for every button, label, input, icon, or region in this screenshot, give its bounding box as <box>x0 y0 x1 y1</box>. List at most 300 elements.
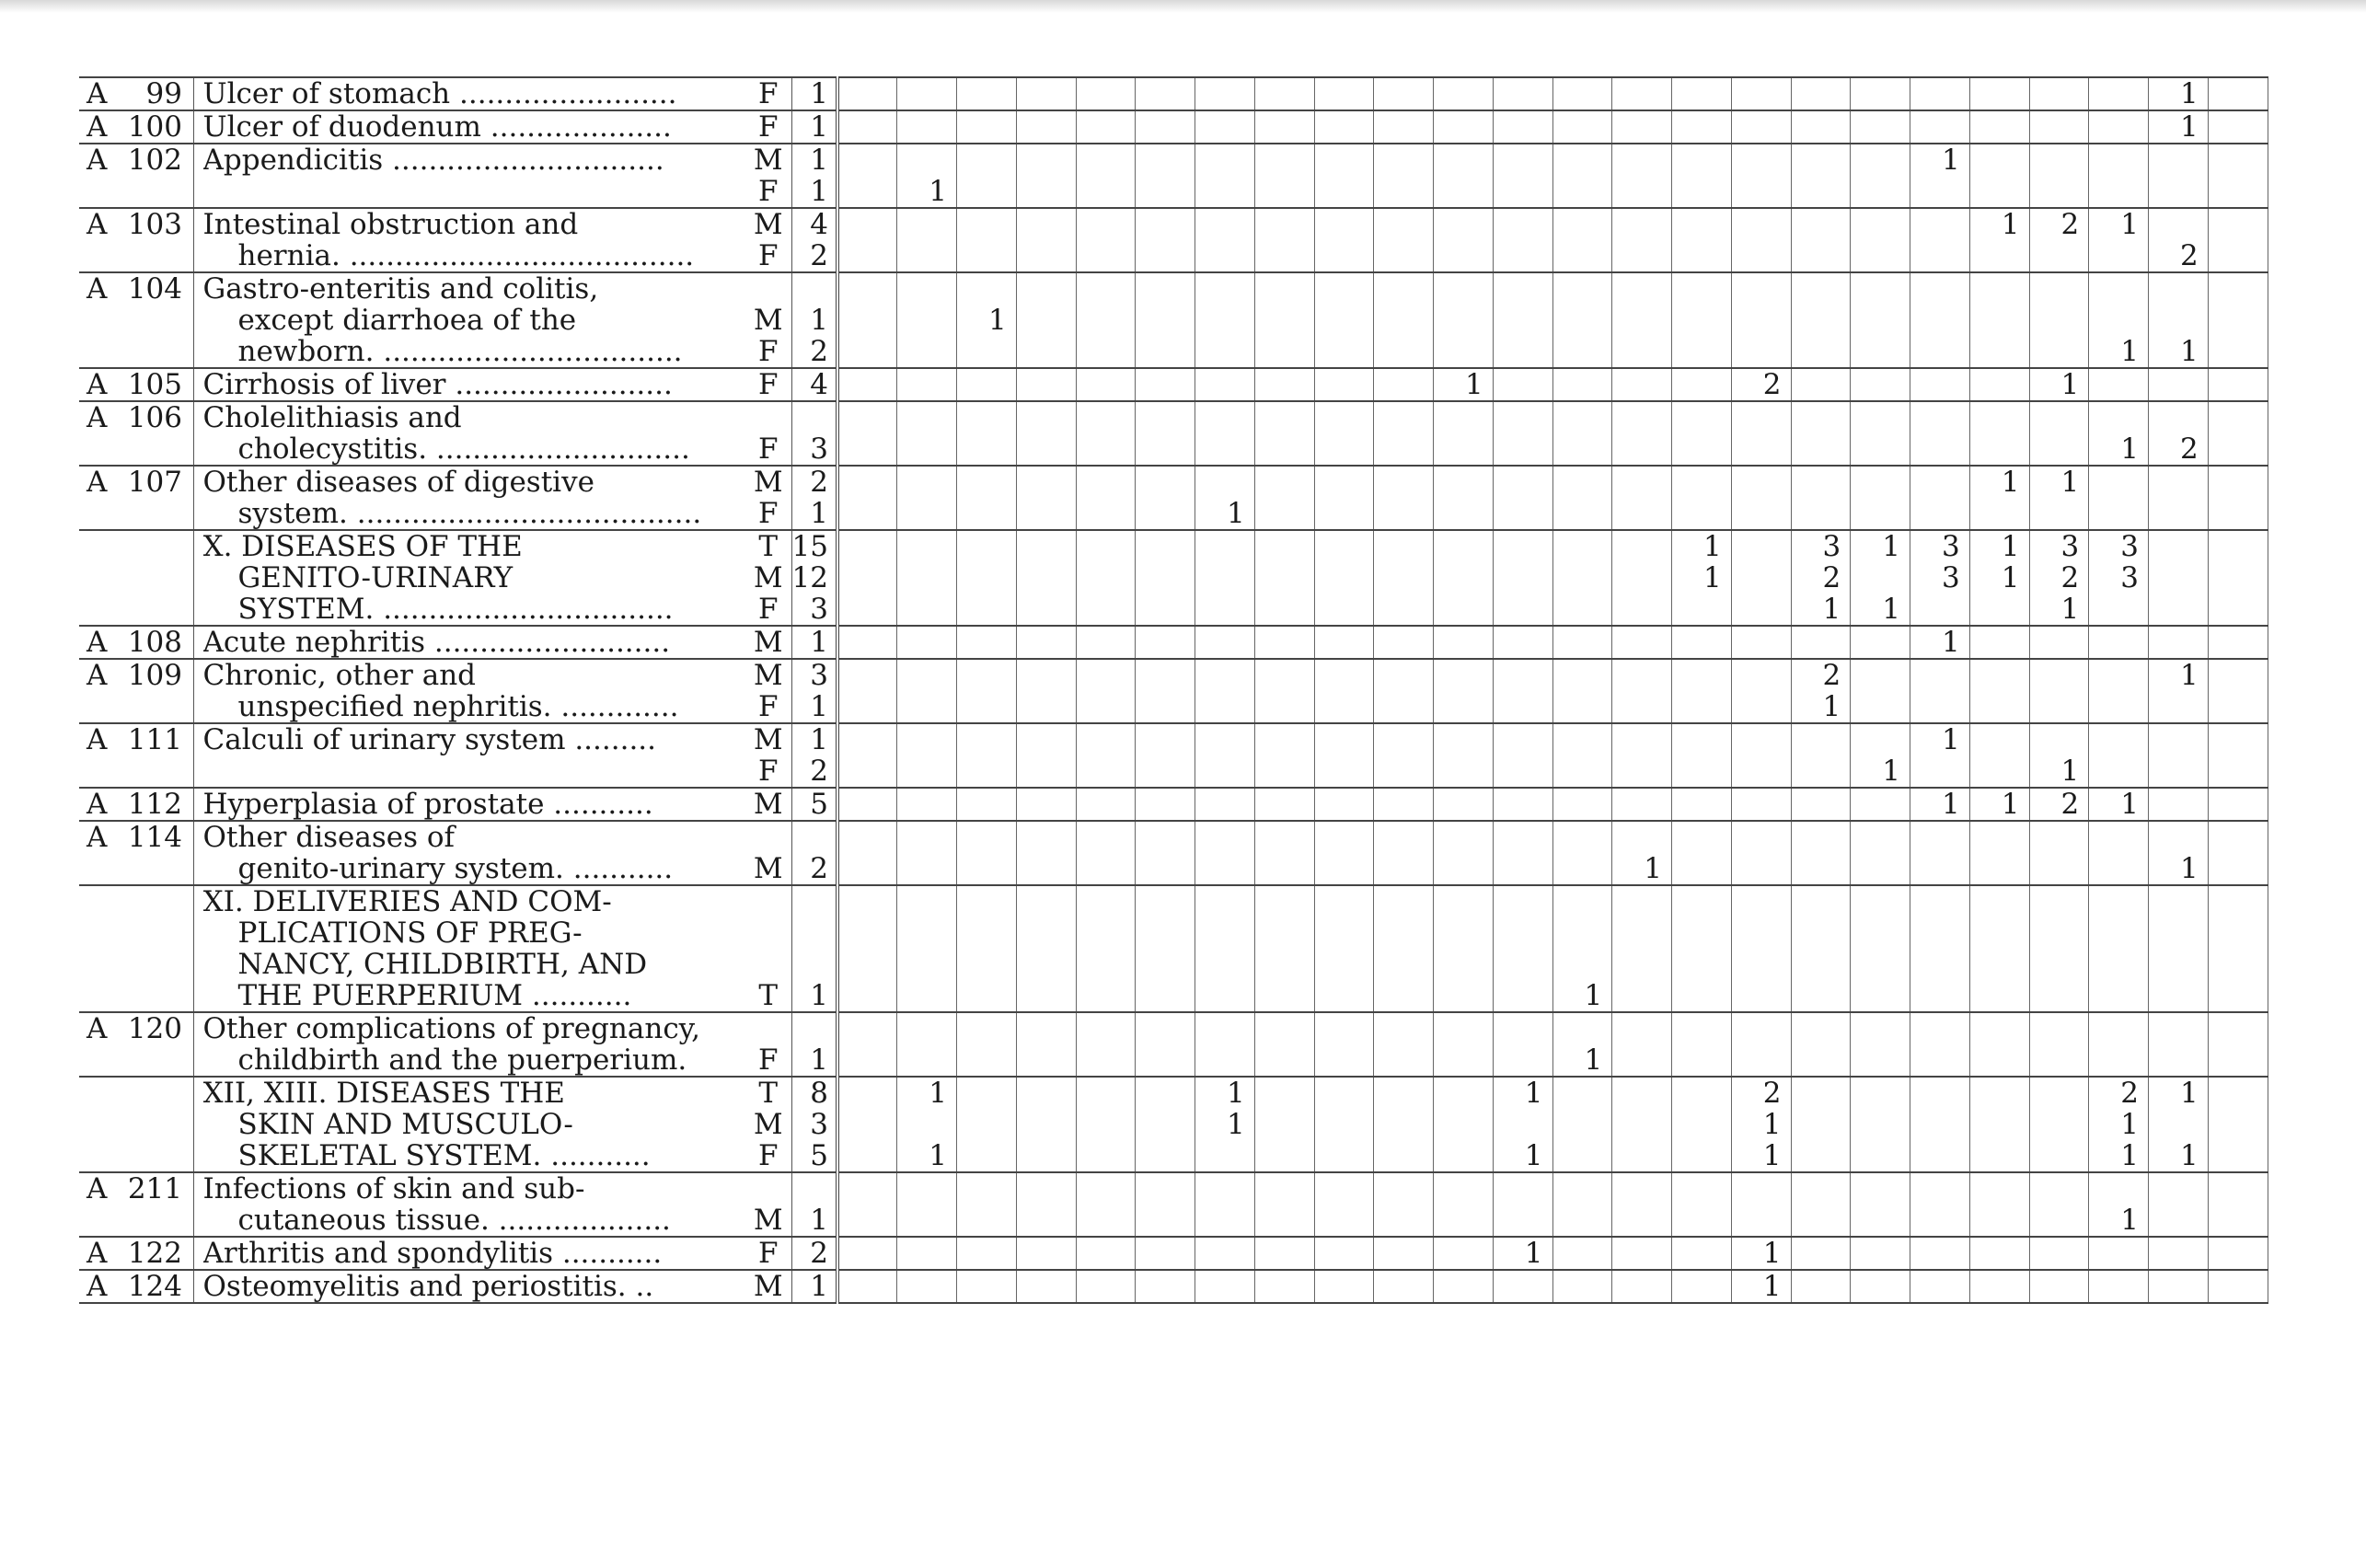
cell-value <box>1017 467 1067 498</box>
cell-value <box>1672 433 1722 465</box>
cell-value <box>1255 1173 1305 1205</box>
code-prefix: A <box>87 1012 108 1045</box>
age-group-cell <box>1136 1172 1195 1237</box>
cell-value <box>1732 402 1782 433</box>
cell-value <box>1077 369 1126 400</box>
cell-value <box>1077 336 1126 367</box>
age-group-cell <box>1672 659 1732 723</box>
cell-value <box>1672 627 1722 658</box>
cause-title-line: genito-urinary system. ........... <box>237 853 674 884</box>
cause-title-line: childbirth and the puerperium. <box>237 1044 687 1076</box>
cause-title-line: system. ...................................... <box>237 498 702 529</box>
code-prefix: A <box>87 723 108 756</box>
age-group-cell <box>1254 144 1314 208</box>
cell-value <box>2149 369 2199 400</box>
sex-value: M <box>753 1270 783 1303</box>
age-group-cell <box>2208 401 2268 466</box>
cell-value <box>897 498 947 529</box>
cell-value <box>1017 627 1067 658</box>
cell-value <box>1970 755 2020 787</box>
sex-value: M <box>753 466 783 499</box>
cell-value <box>1851 369 1900 400</box>
age-group-cell <box>1910 401 1970 466</box>
cell-value <box>1494 1013 1543 1044</box>
code-number: 106 <box>127 401 182 434</box>
cell-value <box>1494 724 1543 755</box>
age-group-cell <box>837 1172 897 1237</box>
age-group-cell <box>1076 626 1136 659</box>
age-group-cell <box>2089 208 2149 272</box>
cell-value <box>1315 949 1365 980</box>
age-group-cell <box>2208 368 2268 401</box>
cell-value: 1 <box>1703 561 1722 594</box>
age-group-cell <box>1731 272 1791 368</box>
code-prefix: A <box>87 659 108 692</box>
code-prefix: A <box>87 110 108 144</box>
cell-value <box>957 660 1007 691</box>
cell-value <box>1672 1205 1722 1236</box>
cause-title-line: Chronic, other and <box>202 660 477 691</box>
code-prefix: A <box>87 821 108 854</box>
age-group-cell <box>2029 466 2089 530</box>
cell-value <box>1792 789 1841 820</box>
cell-value: 1 <box>2180 335 2199 368</box>
cell-value <box>1195 209 1245 240</box>
age-group-cell <box>1434 1172 1494 1237</box>
cell-value <box>1553 789 1603 820</box>
cell-value <box>1851 1013 1900 1044</box>
cell-value <box>897 853 947 884</box>
cell-value <box>897 336 947 367</box>
cell-value <box>839 789 887 820</box>
cell-value <box>1374 1271 1424 1302</box>
cell-value <box>1017 691 1067 722</box>
age-group-cell <box>1612 368 1672 401</box>
age-group-cell <box>1969 530 2029 626</box>
cell-value <box>1672 336 1722 367</box>
cell-value <box>1136 949 1185 980</box>
cell-value <box>1255 755 1305 787</box>
age-group-cell <box>1493 885 1552 1012</box>
cell-value <box>839 822 887 853</box>
cell-value <box>1077 305 1126 336</box>
cell-value <box>2030 1140 2080 1171</box>
cell-value <box>2149 1109 2199 1140</box>
cell-value <box>1434 627 1483 658</box>
table-row <box>79 626 2268 659</box>
cell-value <box>957 1238 1007 1269</box>
age-group-cell <box>1672 1237 1732 1270</box>
cell-value <box>1910 305 1960 336</box>
cause-code <box>79 659 193 723</box>
age-group-cell <box>1254 659 1314 723</box>
cell-value <box>839 1238 887 1269</box>
sex-value <box>745 886 791 917</box>
cell-value <box>1017 917 1067 949</box>
cell-value <box>1434 789 1483 820</box>
age-group-cell <box>1076 208 1136 272</box>
cause-of-death <box>193 208 745 272</box>
cell-value <box>1672 1238 1722 1269</box>
age-group-cell <box>1910 208 1970 272</box>
age-group-cell <box>1254 821 1314 885</box>
total-value: 8 <box>810 1077 828 1110</box>
cell-value <box>1434 724 1483 755</box>
code-prefix: A <box>87 466 108 499</box>
table-row <box>79 659 2268 723</box>
cell-value <box>1970 1173 2020 1205</box>
cell-value: 1 <box>1227 1077 1245 1110</box>
cell-value <box>2089 1238 2139 1269</box>
cell-value <box>1195 78 1245 110</box>
cell-value <box>1494 594 1543 625</box>
cell-value <box>1494 467 1543 498</box>
age-group-cell <box>2089 144 2149 208</box>
cell-value <box>1970 305 2020 336</box>
age-group-cell <box>1016 110 1076 144</box>
age-group-cell <box>2149 466 2209 530</box>
age-group-cell <box>1731 788 1791 821</box>
age-group-cell <box>1969 77 2029 110</box>
cell-value <box>1315 789 1365 820</box>
code-prefix: A <box>87 401 108 434</box>
cell-value <box>1136 1140 1185 1171</box>
age-group-cell <box>1969 466 2029 530</box>
cell-value <box>1255 886 1305 917</box>
age-group-cell <box>2208 1077 2268 1172</box>
cell-value <box>1374 917 1424 949</box>
total-deaths <box>791 144 837 208</box>
age-group-cell <box>1612 208 1672 272</box>
age-group-cell <box>897 1270 957 1303</box>
cell-value <box>1494 562 1543 594</box>
cell-value <box>1434 336 1483 367</box>
cell-value <box>1553 562 1603 594</box>
age-group-cell <box>1672 1172 1732 1237</box>
age-group-cell <box>1314 1077 1374 1172</box>
age-group-cell <box>2029 659 2089 723</box>
age-group-cell <box>1434 723 1494 788</box>
cell-value <box>1910 1271 1960 1302</box>
cell-value <box>1553 531 1603 562</box>
cell-value <box>1672 402 1722 433</box>
code-prefix: A <box>87 1270 108 1303</box>
cell-value <box>1792 144 1841 176</box>
age-group-cell <box>957 821 1017 885</box>
age-group-cell <box>1910 1237 1970 1270</box>
age-group-cell <box>1136 1012 1195 1077</box>
age-group-cell <box>2029 1172 2089 1237</box>
scan-edge-shadow <box>0 0 2366 13</box>
cell-value <box>1851 1044 1900 1076</box>
cell-value <box>1017 1078 1067 1109</box>
age-group-cell <box>1851 110 1910 144</box>
cell-value <box>2030 433 2080 465</box>
cell-value <box>1553 402 1603 433</box>
cause-title-line: THE PUERPERIUM ........... <box>237 980 632 1011</box>
cell-value <box>1792 209 1841 240</box>
cell-value <box>1612 273 1662 305</box>
cause-code <box>79 144 193 208</box>
age-group-cell <box>2208 788 2268 821</box>
cell-value <box>2030 1205 2080 1236</box>
age-group-cell <box>2208 110 2268 144</box>
cell-value <box>1434 176 1483 207</box>
age-group-cell <box>1076 272 1136 368</box>
cell-value <box>1612 886 1662 917</box>
cell-value <box>1494 336 1543 367</box>
cell-value <box>1017 1140 1067 1171</box>
cell-value <box>1077 1173 1126 1205</box>
cell-value <box>1494 917 1543 949</box>
sex-column <box>745 885 791 1012</box>
cell-value <box>1851 240 1900 271</box>
cell-value <box>2209 531 2258 562</box>
age-group-cell <box>1314 626 1374 659</box>
cell-value <box>1732 433 1782 465</box>
cause-code <box>79 1237 193 1270</box>
age-group-cell <box>2089 466 2149 530</box>
cell-value <box>1077 1078 1126 1109</box>
sex-column <box>745 821 791 885</box>
age-group-cell <box>897 208 957 272</box>
age-group-cell <box>1076 1237 1136 1270</box>
cell-value <box>1434 1205 1483 1236</box>
cell-value <box>839 467 887 498</box>
total-value: 1 <box>810 979 828 1012</box>
age-group-cell <box>1612 466 1672 530</box>
cell-value <box>2209 305 2258 336</box>
age-group-cell <box>2089 401 2149 466</box>
cell-value <box>1553 176 1603 207</box>
cell-value <box>1494 980 1543 1011</box>
sex-column <box>745 530 791 626</box>
age-group-cell <box>1910 77 1970 110</box>
cell-value <box>1077 755 1126 787</box>
cause-title-line: except diarrhoea of the <box>237 305 577 336</box>
cell-value <box>1672 144 1722 176</box>
cell-value <box>1732 1173 1782 1205</box>
cell-value <box>1136 369 1185 400</box>
sex-value <box>745 917 791 949</box>
age-group-cell <box>897 659 957 723</box>
cell-value <box>1077 1013 1126 1044</box>
age-group-cell <box>2029 144 2089 208</box>
total-value: 2 <box>810 755 828 788</box>
cell-value <box>1970 949 2020 980</box>
age-group-cell <box>1136 788 1195 821</box>
sex-column <box>745 1270 791 1303</box>
sex-column <box>745 626 791 659</box>
cell-value <box>1255 273 1305 305</box>
cell-value <box>1077 111 1126 143</box>
cell-value <box>1195 660 1245 691</box>
cell-value <box>897 755 947 787</box>
age-group-cell <box>1791 368 1851 401</box>
age-group-cell <box>1612 659 1672 723</box>
cell-value: 1 <box>929 1077 947 1110</box>
cell-value <box>2149 176 2199 207</box>
cell-value <box>1077 853 1126 884</box>
cell-value <box>1672 369 1722 400</box>
cell-value <box>1374 176 1424 207</box>
table-row <box>79 885 2268 1012</box>
age-group-cell <box>1552 208 1612 272</box>
age-group-cell <box>2208 1172 2268 1237</box>
age-group-cell <box>1254 208 1314 272</box>
cell-value <box>897 949 947 980</box>
cell-value <box>897 594 947 625</box>
cell-value <box>1136 336 1185 367</box>
cell-value <box>839 209 887 240</box>
cell-value <box>1910 498 1960 529</box>
cause-of-death <box>193 1270 745 1303</box>
cell-value <box>1374 1078 1424 1109</box>
cell-value <box>1374 755 1424 787</box>
cell-value <box>1970 886 2020 917</box>
cell-value <box>1017 1238 1067 1269</box>
cell-value <box>1612 724 1662 755</box>
cell-value <box>957 531 1007 562</box>
cell-value <box>1970 917 2020 949</box>
cell-value <box>1017 336 1067 367</box>
sex-column <box>745 1237 791 1270</box>
cell-value <box>1017 1044 1067 1076</box>
age-group-cell <box>897 1172 957 1237</box>
cell-value <box>1255 467 1305 498</box>
cell-value <box>1910 240 1960 271</box>
age-group-cell <box>1791 788 1851 821</box>
cell-value <box>1792 111 1841 143</box>
sex-value: F <box>757 593 779 626</box>
age-group-cell <box>1314 1237 1374 1270</box>
cell-value <box>1970 627 2020 658</box>
cell-value: 3 <box>1822 530 1841 563</box>
cause-code <box>79 1012 193 1077</box>
total-value: 1 <box>810 110 828 144</box>
age-group-cell <box>1195 1077 1255 1172</box>
cell-value <box>1494 402 1543 433</box>
age-group-cell <box>1254 1237 1314 1270</box>
table-row <box>79 208 2268 272</box>
cell-value <box>1553 273 1603 305</box>
age-group-cell <box>837 368 897 401</box>
cause-code <box>79 1077 193 1172</box>
age-group-cell <box>1791 1237 1851 1270</box>
age-group-cell <box>1851 272 1910 368</box>
age-group-cell <box>1374 1237 1434 1270</box>
cell-value <box>1195 531 1245 562</box>
cause-title-line: Gastro-enteritis and colitis, <box>202 273 599 305</box>
cell-value <box>1017 1013 1067 1044</box>
cell-value <box>1374 660 1424 691</box>
cell-value <box>2209 886 2258 917</box>
cause-code <box>79 1172 193 1237</box>
cell-value <box>1077 886 1126 917</box>
cell-value <box>1374 336 1424 367</box>
cell-value: 3 <box>1942 561 1960 594</box>
age-group-cell <box>1254 530 1314 626</box>
cell-value <box>2089 980 2139 1011</box>
cell-value <box>1195 886 1245 917</box>
cell-value <box>1255 724 1305 755</box>
cell-value <box>1732 755 1782 787</box>
cell-value <box>1255 949 1305 980</box>
age-group-cell <box>1016 659 1076 723</box>
cell-value <box>2089 917 2139 949</box>
age-group-cell <box>1910 659 1970 723</box>
cause-of-death <box>193 1077 745 1172</box>
age-group-cell <box>1314 1172 1374 1237</box>
cell-value <box>1672 498 1722 529</box>
age-group-cell <box>1969 1237 2029 1270</box>
cell-value <box>1672 209 1722 240</box>
cell-value <box>1255 498 1305 529</box>
cell-value <box>839 144 887 176</box>
age-group-cell <box>1910 1172 1970 1237</box>
cell-value <box>2149 1044 2199 1076</box>
age-group-cell <box>1612 885 1672 1012</box>
cell-value <box>1970 1238 2020 1269</box>
cell-value <box>1434 111 1483 143</box>
cell-value <box>957 789 1007 820</box>
cell-value <box>1494 78 1543 110</box>
age-group-cell <box>1314 723 1374 788</box>
cell-value: 1 <box>1762 1108 1782 1141</box>
cell-value <box>1195 917 1245 949</box>
age-group-cell <box>1016 1172 1076 1237</box>
cell-value <box>957 980 1007 1011</box>
cell-value <box>1315 1205 1365 1236</box>
cell-value <box>897 402 947 433</box>
age-group-cell <box>1910 530 1970 626</box>
age-group-cell <box>1791 208 1851 272</box>
cell-value <box>1970 240 2020 271</box>
cell-value <box>897 111 947 143</box>
age-group-cell <box>1195 530 1255 626</box>
age-group-cell <box>2029 77 2089 110</box>
cell-value <box>1255 111 1305 143</box>
cell-value: 1 <box>1762 1237 1782 1270</box>
age-group-cell <box>2208 144 2268 208</box>
cell-value <box>1970 402 2020 433</box>
total-value: 1 <box>810 626 828 659</box>
age-group-cell <box>1254 723 1314 788</box>
cell-value <box>1553 305 1603 336</box>
age-group-cell <box>1314 885 1374 1012</box>
sex-value <box>745 402 791 433</box>
cell-value <box>1910 886 1960 917</box>
cell-value <box>1195 1140 1245 1171</box>
age-group-cell <box>1076 368 1136 401</box>
cell-value <box>2089 594 2139 625</box>
age-group-cell <box>2089 77 2149 110</box>
cell-value <box>1792 1173 1841 1205</box>
age-group-cell <box>2149 1270 2209 1303</box>
age-group-cell <box>1195 208 1255 272</box>
cell-value <box>1017 1109 1067 1140</box>
cell-value <box>1732 336 1782 367</box>
age-group-cell <box>1910 466 1970 530</box>
cell-value <box>1315 1044 1365 1076</box>
age-group-cell <box>1851 1270 1910 1303</box>
cell-value <box>2089 886 2139 917</box>
cell-value <box>2089 660 2139 691</box>
age-group-cell <box>957 368 1017 401</box>
age-group-cell <box>1195 272 1255 368</box>
cell-value <box>2149 917 2199 949</box>
age-group-cell <box>1969 1012 2029 1077</box>
